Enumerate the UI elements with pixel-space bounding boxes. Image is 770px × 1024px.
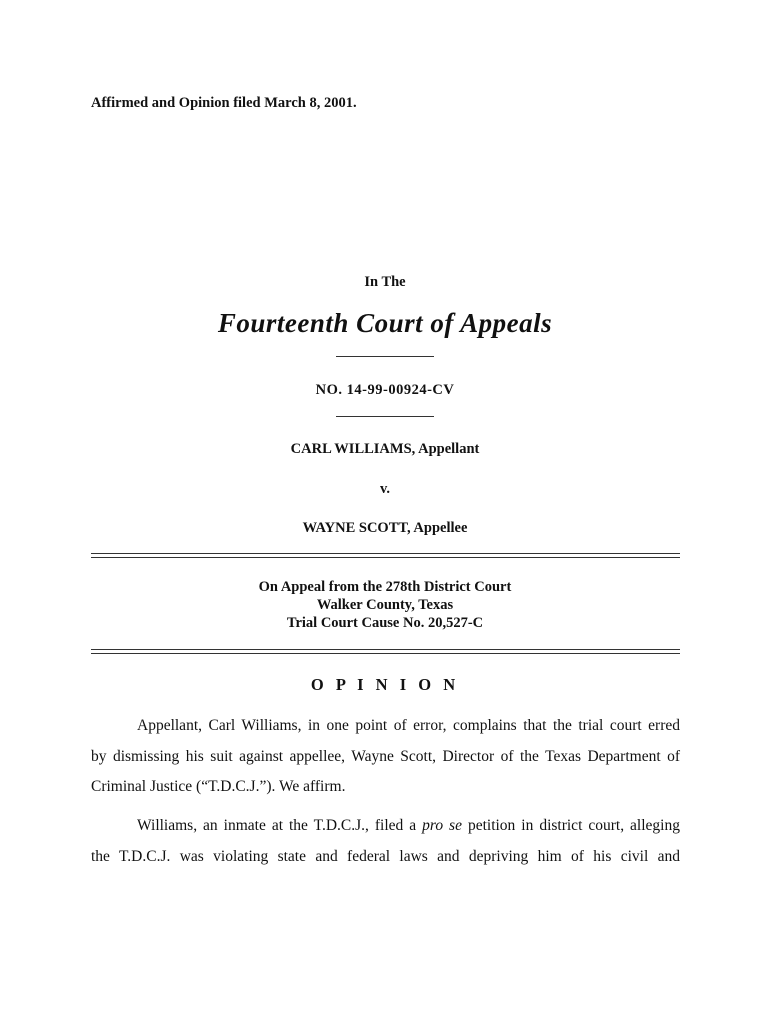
- paragraph-2-line-1: Williams, an inmate at the T.D.C.J., filed a pro se petition in district court, alleging: [137, 817, 680, 834]
- paragraph-1-line-1: Appellant, Carl Williams, in one point of error, complains that the trial court erred: [137, 717, 680, 734]
- paragraph-1-line-3: Criminal Justice (“T.D.C.J.”). We affirm.: [91, 778, 346, 795]
- short-divider-bottom: [336, 416, 434, 417]
- opinion-title: O P I N I O N: [310, 675, 460, 694]
- appellee-name: WAYNE SCOTT, Appellee: [302, 520, 468, 536]
- versus-label: v.: [379, 481, 391, 497]
- court-name: Fourteenth Court of Appeals: [217, 308, 553, 338]
- appeal-info: [0, 578, 770, 632]
- double-rule-bottom: [91, 649, 680, 654]
- paragraph-2-line-2: the T.D.C.J. was violating state and federal laws and depriving him of his civil and: [91, 847, 680, 865]
- appeal-court-line: On Appeal from the 278th District Court: [258, 579, 512, 595]
- in-the-label: In The: [364, 274, 406, 290]
- pro-se-italic: pro se: [422, 817, 462, 834]
- opinion-paragraph-2: [91, 811, 680, 872]
- docket-number: NO. 14-99-00924-CV: [315, 382, 455, 398]
- appeal-cause-line: Trial Court Cause No. 20,527-C: [286, 615, 484, 631]
- opinion-paragraph-1: [91, 711, 680, 803]
- short-divider-top: [336, 356, 434, 357]
- appeal-county-line: Walker County, Texas: [316, 597, 454, 613]
- paragraph-1-line-2: by dismissing his suit against appellee, Wayne Scott, Director of the Texas Department of: [91, 747, 680, 765]
- double-rule-top: [91, 553, 680, 558]
- filed-date-line: Affirmed and Opinion filed March 8, 2001.: [91, 95, 357, 111]
- appellant-name: CARL WILLIAMS, Appellant: [290, 441, 480, 457]
